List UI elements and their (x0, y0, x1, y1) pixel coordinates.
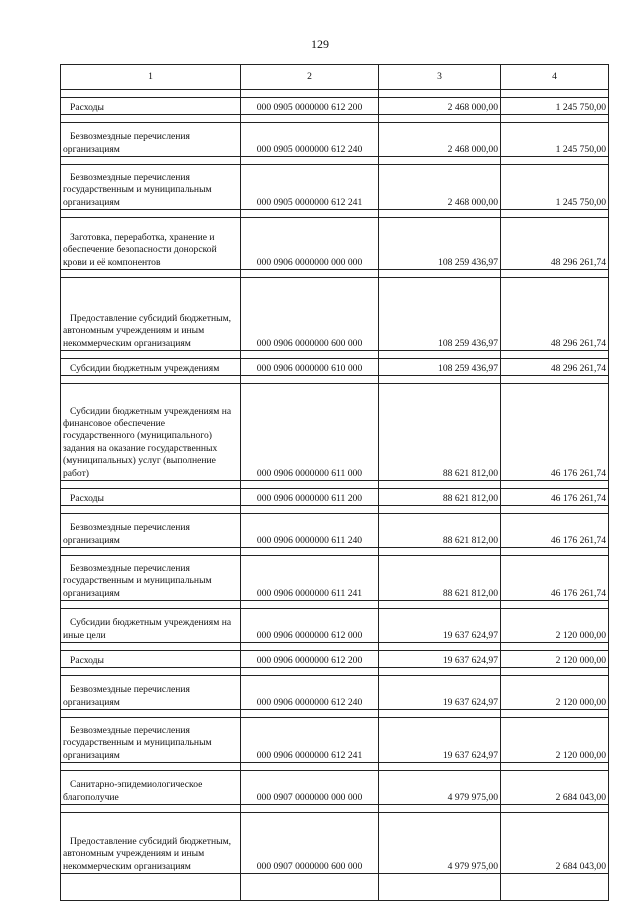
spacer-cell (61, 643, 241, 651)
spacer-cell (379, 270, 501, 278)
row-code-cell: 000 0906 0000000 611 241 (241, 556, 379, 601)
spacer-cell (501, 115, 609, 123)
row-col4-cell: 1 245 750,00 (501, 98, 609, 115)
spacer-cell (501, 210, 609, 218)
spacer-cell (241, 481, 379, 489)
row-col4-cell: 46 176 261,74 (501, 384, 609, 481)
row-name-cell: Безвозмездные перечисления организациям (61, 514, 241, 548)
spacer-cell (61, 115, 241, 123)
row-spacer (61, 90, 609, 98)
spacer-cell (241, 90, 379, 98)
spacer-cell (501, 805, 609, 813)
spacer-cell (379, 376, 501, 384)
row-col4-cell: 2 120 000,00 (501, 676, 609, 710)
row-name-cell: Расходы (61, 489, 241, 506)
spacer-cell (241, 376, 379, 384)
row-spacer (61, 115, 609, 123)
row-spacer (61, 668, 609, 676)
spacer-cell (379, 668, 501, 676)
row-spacer (61, 210, 609, 218)
spacer-cell (241, 643, 379, 651)
row-col4-cell: 2 684 043,00 (501, 771, 609, 805)
spacer-cell (61, 763, 241, 771)
spacer-cell (241, 548, 379, 556)
table-continuation-row (61, 874, 609, 901)
row-name-cell: Предоставление субсидий бюджетным, автономным учреждениям и иным некоммерческим организациям (61, 813, 241, 874)
table-row (61, 514, 609, 548)
row-col4-cell: 2 120 000,00 (501, 609, 609, 643)
row-name-cell: Предоставление субсидий бюджетным, автономным учреждениям и иным некоммерческим организациям (61, 278, 241, 351)
row-col3-cell: 88 621 812,00 (379, 514, 501, 548)
spacer-cell (501, 376, 609, 384)
spacer-cell (379, 643, 501, 651)
table-row (61, 489, 609, 506)
spacer-cell (501, 763, 609, 771)
column-header-3: 3 (379, 65, 501, 90)
continuation-cell (241, 874, 379, 901)
row-col3-cell: 19 637 624,97 (379, 609, 501, 643)
spacer-cell (501, 90, 609, 98)
row-col3-cell: 2 468 000,00 (379, 165, 501, 210)
spacer-cell (61, 506, 241, 514)
budget-table (60, 64, 609, 901)
spacer-cell (241, 210, 379, 218)
table-row (61, 98, 609, 115)
row-code-cell: 000 0905 0000000 612 240 (241, 123, 379, 157)
spacer-cell (61, 157, 241, 165)
spacer-cell (61, 351, 241, 359)
row-name-cell: Безвозмездные перечисления государственным и муниципальным организациям (61, 718, 241, 763)
continuation-cell (61, 874, 241, 901)
row-col4-cell: 46 176 261,74 (501, 489, 609, 506)
row-spacer (61, 157, 609, 165)
row-name-cell: Заготовка, переработка, хранение и обеспечение безопасности донорской крови и её компонентов (61, 218, 241, 270)
row-col3-cell: 88 621 812,00 (379, 556, 501, 601)
row-col4-cell: 48 296 261,74 (501, 278, 609, 351)
row-col4-cell: 1 245 750,00 (501, 123, 609, 157)
spacer-cell (61, 270, 241, 278)
table-row (61, 359, 609, 376)
row-spacer (61, 643, 609, 651)
row-code-cell: 000 0906 0000000 611 000 (241, 384, 379, 481)
table-row (61, 123, 609, 157)
spacer-cell (61, 90, 241, 98)
table-row (61, 651, 609, 668)
table-row (61, 609, 609, 643)
row-code-cell: 000 0907 0000000 600 000 (241, 813, 379, 874)
spacer-cell (61, 668, 241, 676)
row-spacer (61, 805, 609, 813)
table-row (61, 556, 609, 601)
table-row (61, 165, 609, 210)
column-header-1: 1 (61, 65, 241, 90)
row-code-cell: 000 0906 0000000 610 000 (241, 359, 379, 376)
row-col4-cell: 1 245 750,00 (501, 165, 609, 210)
spacer-cell (379, 763, 501, 771)
row-name-cell: Расходы (61, 651, 241, 668)
row-name-cell: Субсидии бюджетным учреждениям на иные цели (61, 609, 241, 643)
spacer-cell (501, 548, 609, 556)
spacer-cell (61, 548, 241, 556)
table-row (61, 218, 609, 270)
spacer-cell (501, 668, 609, 676)
row-code-cell: 000 0906 0000000 611 200 (241, 489, 379, 506)
row-spacer (61, 710, 609, 718)
row-col3-cell: 4 979 975,00 (379, 813, 501, 874)
row-name-cell: Санитарно-эпидемиологическое благополучие (61, 771, 241, 805)
row-code-cell: 000 0906 0000000 612 200 (241, 651, 379, 668)
spacer-cell (501, 643, 609, 651)
row-col3-cell: 19 637 624,97 (379, 676, 501, 710)
spacer-cell (61, 210, 241, 218)
row-code-cell: 000 0906 0000000 611 240 (241, 514, 379, 548)
row-col3-cell: 108 259 436,97 (379, 359, 501, 376)
table-row (61, 771, 609, 805)
row-col3-cell: 2 468 000,00 (379, 98, 501, 115)
row-spacer (61, 270, 609, 278)
row-code-cell: 000 0906 0000000 600 000 (241, 278, 379, 351)
spacer-cell (241, 115, 379, 123)
row-name-cell: Расходы (61, 98, 241, 115)
spacer-cell (241, 351, 379, 359)
row-code-cell: 000 0906 0000000 000 000 (241, 218, 379, 270)
row-name-cell: Безвозмездные перечисления государственным и муниципальным организациям (61, 556, 241, 601)
spacer-cell (501, 506, 609, 514)
spacer-cell (501, 601, 609, 609)
table-row (61, 676, 609, 710)
row-col3-cell: 19 637 624,97 (379, 718, 501, 763)
spacer-cell (61, 710, 241, 718)
table-row (61, 384, 609, 481)
row-name-cell: Безвозмездные перечисления организациям (61, 123, 241, 157)
spacer-cell (501, 351, 609, 359)
row-spacer (61, 481, 609, 489)
spacer-cell (241, 805, 379, 813)
spacer-cell (501, 481, 609, 489)
continuation-cell (501, 874, 609, 901)
table-row (61, 718, 609, 763)
row-spacer (61, 506, 609, 514)
row-spacer (61, 763, 609, 771)
row-code-cell: 000 0905 0000000 612 200 (241, 98, 379, 115)
row-col3-cell: 108 259 436,97 (379, 278, 501, 351)
row-name-cell: Безвозмездные перечисления организациям (61, 676, 241, 710)
row-spacer (61, 601, 609, 609)
spacer-cell (61, 376, 241, 384)
continuation-cell (379, 874, 501, 901)
spacer-cell (61, 805, 241, 813)
spacer-cell (241, 710, 379, 718)
row-code-cell: 000 0906 0000000 612 000 (241, 609, 379, 643)
spacer-cell (241, 668, 379, 676)
row-spacer (61, 376, 609, 384)
row-name-cell: Субсидии бюджетным учреждениям (61, 359, 241, 376)
spacer-cell (241, 157, 379, 165)
row-col3-cell: 88 621 812,00 (379, 489, 501, 506)
row-spacer (61, 351, 609, 359)
spacer-cell (501, 270, 609, 278)
spacer-cell (379, 710, 501, 718)
spacer-cell (379, 506, 501, 514)
spacer-cell (379, 210, 501, 218)
row-col3-cell: 4 979 975,00 (379, 771, 501, 805)
row-col4-cell: 46 176 261,74 (501, 556, 609, 601)
spacer-cell (241, 763, 379, 771)
column-header-4: 4 (501, 65, 609, 90)
spacer-cell (379, 601, 501, 609)
spacer-cell (379, 805, 501, 813)
column-header-2: 2 (241, 65, 379, 90)
spacer-cell (61, 481, 241, 489)
table-row (61, 278, 609, 351)
row-col4-cell: 2 120 000,00 (501, 651, 609, 668)
table-row (61, 813, 609, 874)
row-col4-cell: 2 684 043,00 (501, 813, 609, 874)
spacer-cell (379, 351, 501, 359)
spacer-cell (241, 506, 379, 514)
row-col3-cell: 19 637 624,97 (379, 651, 501, 668)
row-name-cell: Безвозмездные перечисления государственным и муниципальным организациям (61, 165, 241, 210)
row-col3-cell: 88 621 812,00 (379, 384, 501, 481)
spacer-cell (501, 157, 609, 165)
table-header-row (61, 65, 609, 90)
spacer-cell (379, 548, 501, 556)
spacer-cell (241, 270, 379, 278)
row-col4-cell: 2 120 000,00 (501, 718, 609, 763)
row-code-cell: 000 0906 0000000 612 241 (241, 718, 379, 763)
budget-table-body (61, 65, 609, 901)
row-col4-cell: 48 296 261,74 (501, 218, 609, 270)
row-code-cell: 000 0905 0000000 612 241 (241, 165, 379, 210)
spacer-cell (379, 90, 501, 98)
row-col3-cell: 108 259 436,97 (379, 218, 501, 270)
spacer-cell (379, 157, 501, 165)
spacer-cell (501, 710, 609, 718)
spacer-cell (379, 481, 501, 489)
row-spacer (61, 548, 609, 556)
spacer-cell (379, 115, 501, 123)
page-number: 129 (311, 37, 329, 51)
row-col4-cell: 48 296 261,74 (501, 359, 609, 376)
spacer-cell (241, 601, 379, 609)
row-name-cell: Субсидии бюджетным учреждениям на финансовое обеспечение государственного (муниципального) задания на оказание государственных (муниципальных) услуг (выполнение работ) (61, 384, 241, 481)
row-code-cell: 000 0907 0000000 000 000 (241, 771, 379, 805)
row-col4-cell: 46 176 261,74 (501, 514, 609, 548)
spacer-cell (61, 601, 241, 609)
row-code-cell: 000 0906 0000000 612 240 (241, 676, 379, 710)
row-col3-cell: 2 468 000,00 (379, 123, 501, 157)
